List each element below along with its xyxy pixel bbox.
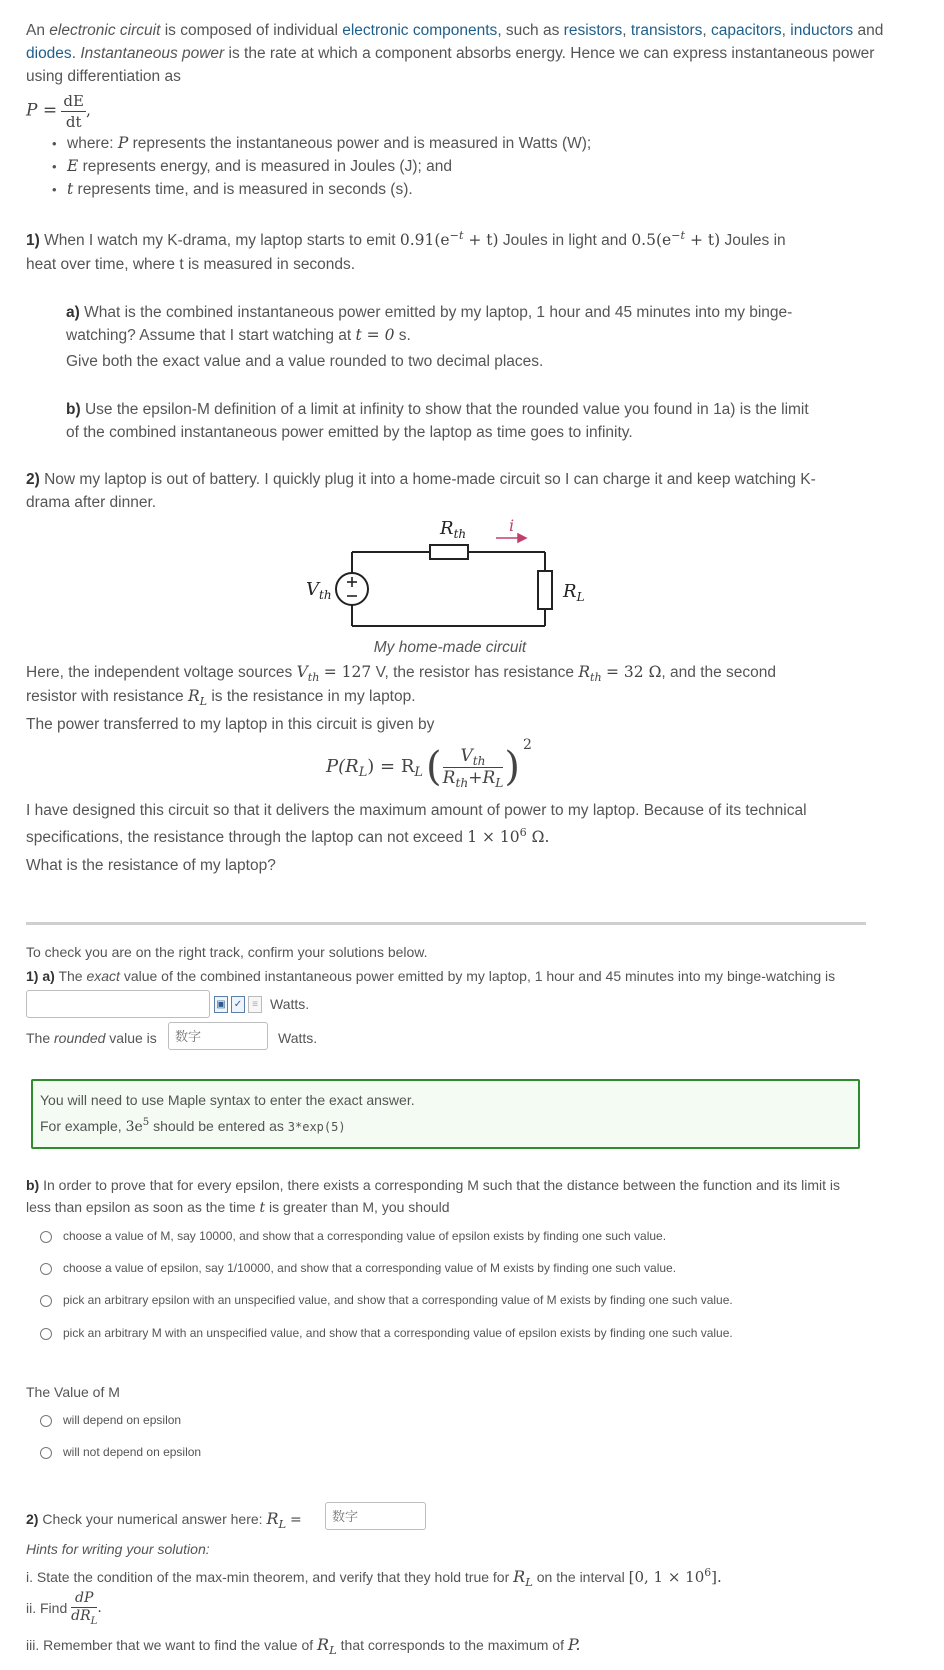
check-2: 2) Check your numerical answer here: $R_L$ = [26,1509,302,1532]
intro-text: An [26,22,45,39]
unit-label: Watts. [278,1030,318,1046]
rl-answer-input[interactable] [325,1502,426,1530]
question-1: 1) When I watch my K-drama, my laptop starts to emit $0.91(e^{-t} + t)$ Joules in light and $0.5(e^{-t} + t)$ Joules in heat over time, where t is measured in seconds. [26,228,786,273]
sub-question-label: b) [26,1177,40,1193]
maple-toolbar [214,996,262,1013]
intro-text: and [857,22,884,39]
check-intro: To check you are on the right track, confirm your solutions below. [26,944,428,960]
link-capacitors[interactable]: capacitors [710,22,782,39]
hint-ii: ii. Find $\frac{dP}{dR_L}$ . [26,1590,102,1627]
question-1b: b) Use the epsilon-M definition of a limit at infinity to show that the rounded value you found in 1a) is the limit of the combined instantaneous power emitted by the laptop as time goes to infinity. [66,401,809,441]
hint-example: For example, $3e^5$ should be entered as 3*exp(5) [40,1117,346,1135]
radio-button[interactable] [40,1263,52,1275]
rounded-answer-input[interactable] [168,1022,268,1050]
rl-label: $R_L$ [563,581,585,604]
term-instantaneous-power: Instantaneous power [80,45,225,62]
link-inductors[interactable]: inductors [790,22,854,39]
radio-button[interactable] [40,1328,52,1340]
radio-option[interactable]: will depend on epsilon [40,1409,181,1432]
rounded-label: The rounded value is [26,1030,157,1046]
hints-title: Hints for writing your solution: [26,1541,210,1557]
radio-button[interactable] [40,1295,52,1307]
question-number: 1) [26,232,40,249]
formula-denominator: dt [65,113,82,131]
power-formula: $P(R_L) = R_L$ ( $\frac{V_{th}}{R_{th}+R_L}$ ) 2 [326,736,532,790]
formula-fraction [61,91,86,132]
heat-expression: $0.5(e^{-t} + t)$ [631,228,721,249]
intro-paragraph: An electronic circuit is composed of individual electronic components, such as resistors, transistors, capacitors, inductors and diodes. Instantaneous power is the rate at which a component absorbs energy. Hence we can express instantaneous power using differentiation as [26,22,884,85]
formula-fraction: $\frac{dP}{dR_L}$ [71,1590,98,1627]
exact-answer-input[interactable] [26,990,210,1018]
radio-button[interactable] [40,1231,52,1243]
radio-button[interactable] [40,1415,52,1427]
circuit-caption: My home-made circuit [373,639,527,656]
sub-question-label: 2) [26,1511,39,1527]
question-1a-instruction: Give both the exact value and a value rounded to two decimal places. [66,353,544,370]
syntax-check-icon[interactable]: ✓ [231,996,245,1013]
sub-question-label: a) [66,304,80,321]
term-electronic-circuit: electronic circuit [49,22,161,39]
question-number: 2) [26,471,40,488]
circuit-diagram [300,516,600,636]
preview-icon[interactable]: ▣ [214,996,228,1013]
power-line: The power transferred to my laptop in this circuit is given by [26,716,435,733]
definition-list [27,132,591,201]
formula-lhs: P = [26,100,58,121]
sub-question-label: 1) a) [26,968,55,984]
formula-fraction: $\frac{V_{th}}{R_{th}+R_L}$ [442,745,504,790]
radio-option[interactable]: will not depend on epsilon [40,1441,201,1464]
list-item: • where: P represents the instantaneous power and is measured in Watts (W); [67,132,591,155]
check-1b: b) In order to prove that for every epsilon, there exists a corresponding M such that the distance between the function and its limit is less than epsilon as soon as the time t is greater than M, you should [26,1177,840,1216]
radio-option[interactable]: choose a value of M, say 10000, and show that a corresponding value of epsilon exists by finding one such value. [40,1225,666,1248]
m-value-title: The Value of M [26,1384,120,1400]
list-item: • E represents energy, and is measured in Joules (J); and [67,155,591,178]
link-transistors[interactable]: transistors [630,22,703,39]
check-1a: 1) a) The exact value of the combined instantaneous power emitted by my laptop, 1 hour and 45 minutes into my binge-watching is [26,968,836,984]
hint-i: i. State the condition of the max-min theorem, and verify that they hold true for $R_L$ on the interval [0, $1 \times 10^6$]. [26,1566,722,1590]
hint-text: You will need to use Maple syntax to enter the exact answer. [40,1092,415,1108]
intro-text: is composed of individual [164,22,338,39]
link-electronic-components[interactable]: electronic components [342,22,498,39]
intro-text: instantaneous power using differentiation as [26,45,875,85]
maple-syntax-hint [31,1079,860,1149]
hint-iii: iii. Remember that we want to find the value of $R_L$ that corresponds to the maximum of P. [26,1635,581,1658]
circuit-description: Here, the independent voltage sources $V_{th} = 127$ V, the resistor has resistance $R_{th} = 32$ Ω, and the second resistor with resistance $R_L$ is the resistance in my laptop. [26,663,777,708]
formula-numerator: dE [63,92,84,110]
question-1a: a) What is the combined instantaneous power emitted by my laptop, 1 hour and 45 minutes into my binge- watching? Assume that I start watching at t = 0 s. [66,304,793,344]
radio-option[interactable]: pick an arbitrary M with an unspecified value, and show that a corresponding value of epsilon exists by finding one such value. [40,1322,733,1345]
vth-label: $V_{th}$ [306,579,332,602]
light-expression: $0.91(e^{-t} + t)$ [399,228,499,249]
document-icon[interactable]: ≡ [248,996,262,1013]
intro-text: , such as [497,22,560,39]
radio-option[interactable]: pick an arbitrary epsilon with an unspecified value, and show that a corresponding value of M exists by finding one such value. [40,1289,733,1312]
radio-option[interactable]: choose a value of epsilon, say 1/10000, and show that a corresponding value of M exists by finding one such value. [40,1257,676,1280]
radio-button[interactable] [40,1447,52,1459]
rth-label: $R_{th}$ [440,518,467,541]
link-resistors[interactable]: resistors [563,22,623,39]
power-definition-formula: P = $\frac{dE}{dt}$ , [26,92,91,131]
link-diodes[interactable]: diodes [26,45,72,62]
list-item: • t represents time, and is measured in seconds (s). [67,178,591,201]
intro-text: is the rate at which a component absorbs energy. Hence we can express [228,45,728,62]
current-label: i [509,516,515,535]
design-paragraph: I have designed this circuit so that it delivers the maximum amount of power to my laptop. Because of its technical specifications, the resistance through the laptop can not exceed $1 \times 10^6$ Ω. What is the resistance of my laptop? [26,802,807,874]
unit-label: Watts. [270,996,310,1012]
question-2: 2) Now my laptop is out of battery. I quickly plug it into a home-made circuit so I can charge it and keep watching K- drama after dinner. [26,471,816,511]
sub-question-label: b) [66,401,81,418]
section-divider [26,922,866,925]
